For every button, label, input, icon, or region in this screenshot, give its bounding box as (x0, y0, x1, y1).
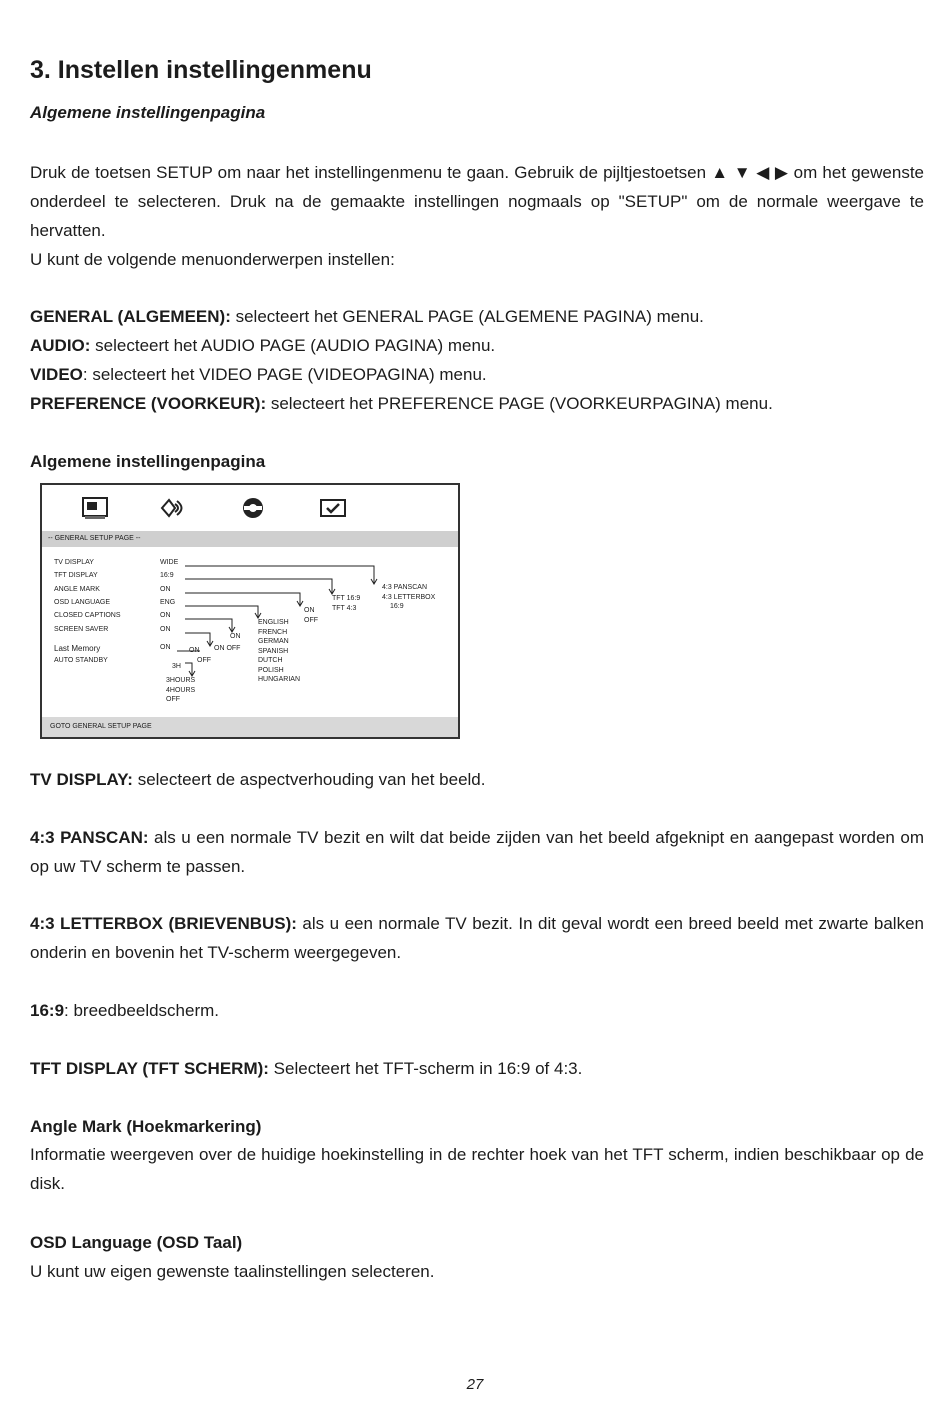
menu-footer: GOTO GENERAL SETUP PAGE (42, 717, 458, 737)
menu-item-label: Last Memory (54, 644, 101, 653)
option: POLISH (258, 666, 284, 674)
menu-item-value: WIDE (160, 559, 179, 566)
osd-heading: OSD Language (OSD Taal) (30, 1233, 243, 1252)
tv-display-options (382, 583, 435, 612)
last-memory-options (189, 646, 211, 665)
def-tv-display (30, 770, 486, 790)
option: 4HOURS (166, 686, 196, 694)
topic-term: PREFERENCE (VOORKEUR): (30, 394, 267, 413)
option: OFF (197, 656, 211, 664)
auto-standby-options (166, 676, 195, 705)
def-text: selecteert de aspectverhouding van het beeld. (132, 770, 486, 789)
option: OFF (166, 696, 180, 703)
menu-item-value: ON (160, 612, 171, 619)
def-tft (30, 1059, 582, 1079)
topic-preference (30, 394, 773, 414)
screen-saver-options (214, 644, 240, 654)
topic-text: selecteert het PREFERENCE PAGE (VOORKEURPAGINA) menu. (266, 394, 773, 413)
angle-text: Informatie weergeven over de huidige hoekinstelling in de rechter hoek van het TFT scherm, indien beschikbaar op de disk. (30, 1145, 924, 1193)
topic-text: selecteert het AUDIO PAGE (AUDIO PAGINA) menu. (90, 336, 496, 355)
menu-body (42, 547, 458, 717)
option: FRENCH (258, 628, 288, 636)
section-heading: Algemene instellingenpagina (30, 452, 266, 471)
option: OFF (226, 645, 241, 652)
page-subtitle: Algemene instellingenpagina (30, 103, 266, 122)
intro-paragraph (30, 158, 924, 245)
menu-item-value: ON (160, 644, 171, 651)
def-term: 4:3 LETTERBOX (BRIEVENBUS): (30, 914, 297, 933)
intro-text-a: Druk de toetsen SETUP om naar het instellingenmenu te gaan. Gebruik de pijltjestoetsen (30, 163, 707, 182)
option: 4:3 LETTERBOX (382, 593, 436, 601)
topic-text: : selecteert het VIDEO PAGE (VIDEOPAGINA) menu. (82, 365, 487, 384)
option: SPANISH (258, 647, 289, 655)
intro-list-lead: U kunt de volgende menuonderwerpen instellen: (30, 250, 395, 269)
option: OFF (304, 616, 318, 624)
def-panscan (30, 823, 924, 881)
topic-text: selecteert het GENERAL PAGE (ALGEMENE PAGINA) menu. (230, 307, 704, 326)
menu-item-value: ON (160, 626, 171, 633)
def-term: 16:9 (30, 1001, 65, 1020)
option: ON (189, 647, 200, 654)
menu-item-value: ON (160, 586, 171, 593)
option: HUNGARIAN (258, 676, 301, 683)
menu-item-label: TV DISPLAY (54, 559, 94, 566)
option: 16:9 (390, 603, 404, 610)
osd-language-options (258, 618, 300, 685)
option: ON (214, 645, 225, 652)
option: ON (230, 633, 241, 640)
option: 4:3 PANSCAN (382, 584, 427, 591)
option: DUTCH (258, 657, 283, 664)
general-setup-icon (80, 495, 110, 521)
menu-item-label: ANGLE MARK (54, 586, 100, 593)
setup-menu-screenshot (40, 483, 460, 739)
menu-icon-bar (42, 485, 458, 531)
menu-item-label: SCREEN SAVER (54, 626, 109, 633)
menu-item-value: 3H (172, 663, 181, 670)
menu-item-label: OSD LANGUAGE (54, 599, 111, 606)
tft-display-options (332, 594, 360, 613)
def-text: : breedbeeldscherm. (64, 1001, 220, 1020)
intro-text-b: om het gewenste onderdeel te selecteren. Druk na de gemaakte instellingen nogmaals op "SETUP" om de normale weergave te hervatten. (30, 163, 925, 240)
preference-setup-icon (318, 495, 348, 521)
topic-general (30, 307, 704, 327)
menu-item-value: 16:9 (160, 572, 174, 579)
def-text: Selecteert het TFT-scherm in 16:9 of 4:3. (268, 1059, 583, 1078)
def-169 (30, 1001, 219, 1021)
osd-text: U kunt uw eigen gewenste taalinstellingen selecteren. (30, 1262, 435, 1281)
video-setup-icon (238, 495, 268, 521)
menu-item-label: AUTO STANDBY (54, 657, 108, 664)
topic-term: VIDEO (30, 365, 83, 384)
def-term: 4:3 PANSCAN: (30, 828, 149, 847)
topic-term: AUDIO: (30, 336, 91, 355)
menu-item-value: ENG (160, 599, 176, 606)
angle-mark-options (304, 606, 318, 625)
menu-header: -- GENERAL SETUP PAGE -- (42, 531, 458, 547)
def-text: als u een normale TV bezit en wilt dat beide zijden van het beeld afgeknipt en aangepast worden om op uw TV scherm te passen. (30, 828, 924, 876)
option: TFT 16:9 (332, 595, 361, 602)
def-text: als u een normale TV bezit. In dit geval wordt een breed beeld met zwarte balken onderin en bovenin het TV-scherm weergegeven. (30, 914, 924, 962)
topic-term: GENERAL (ALGEMEEN): (30, 307, 231, 326)
option: GERMAN (258, 638, 289, 645)
angle-heading: Angle Mark (Hoekmarkering) (30, 1117, 262, 1136)
def-term: TV DISPLAY: (30, 770, 133, 789)
menu-item-label: CLOSED CAPTIONS (54, 612, 121, 619)
arrow-keys-icon: ▲ ▼ ◀ ▶ (711, 163, 789, 182)
option: 3HOURS (166, 677, 196, 684)
page-title: 3. Instellen instellingenmenu (30, 56, 372, 84)
topic-audio (30, 336, 495, 356)
page-number: 27 (466, 1376, 484, 1393)
menu-item-label: TFT DISPLAY (54, 572, 98, 579)
option: ON (304, 607, 315, 614)
closed-captions-options (230, 632, 241, 642)
option: ENGLISH (258, 619, 289, 626)
audio-setup-icon (158, 495, 188, 521)
def-term: TFT DISPLAY (TFT SCHERM): (30, 1059, 269, 1078)
topic-video (30, 365, 487, 385)
def-letterbox (30, 909, 924, 967)
option: TFT 4:3 (332, 604, 357, 612)
